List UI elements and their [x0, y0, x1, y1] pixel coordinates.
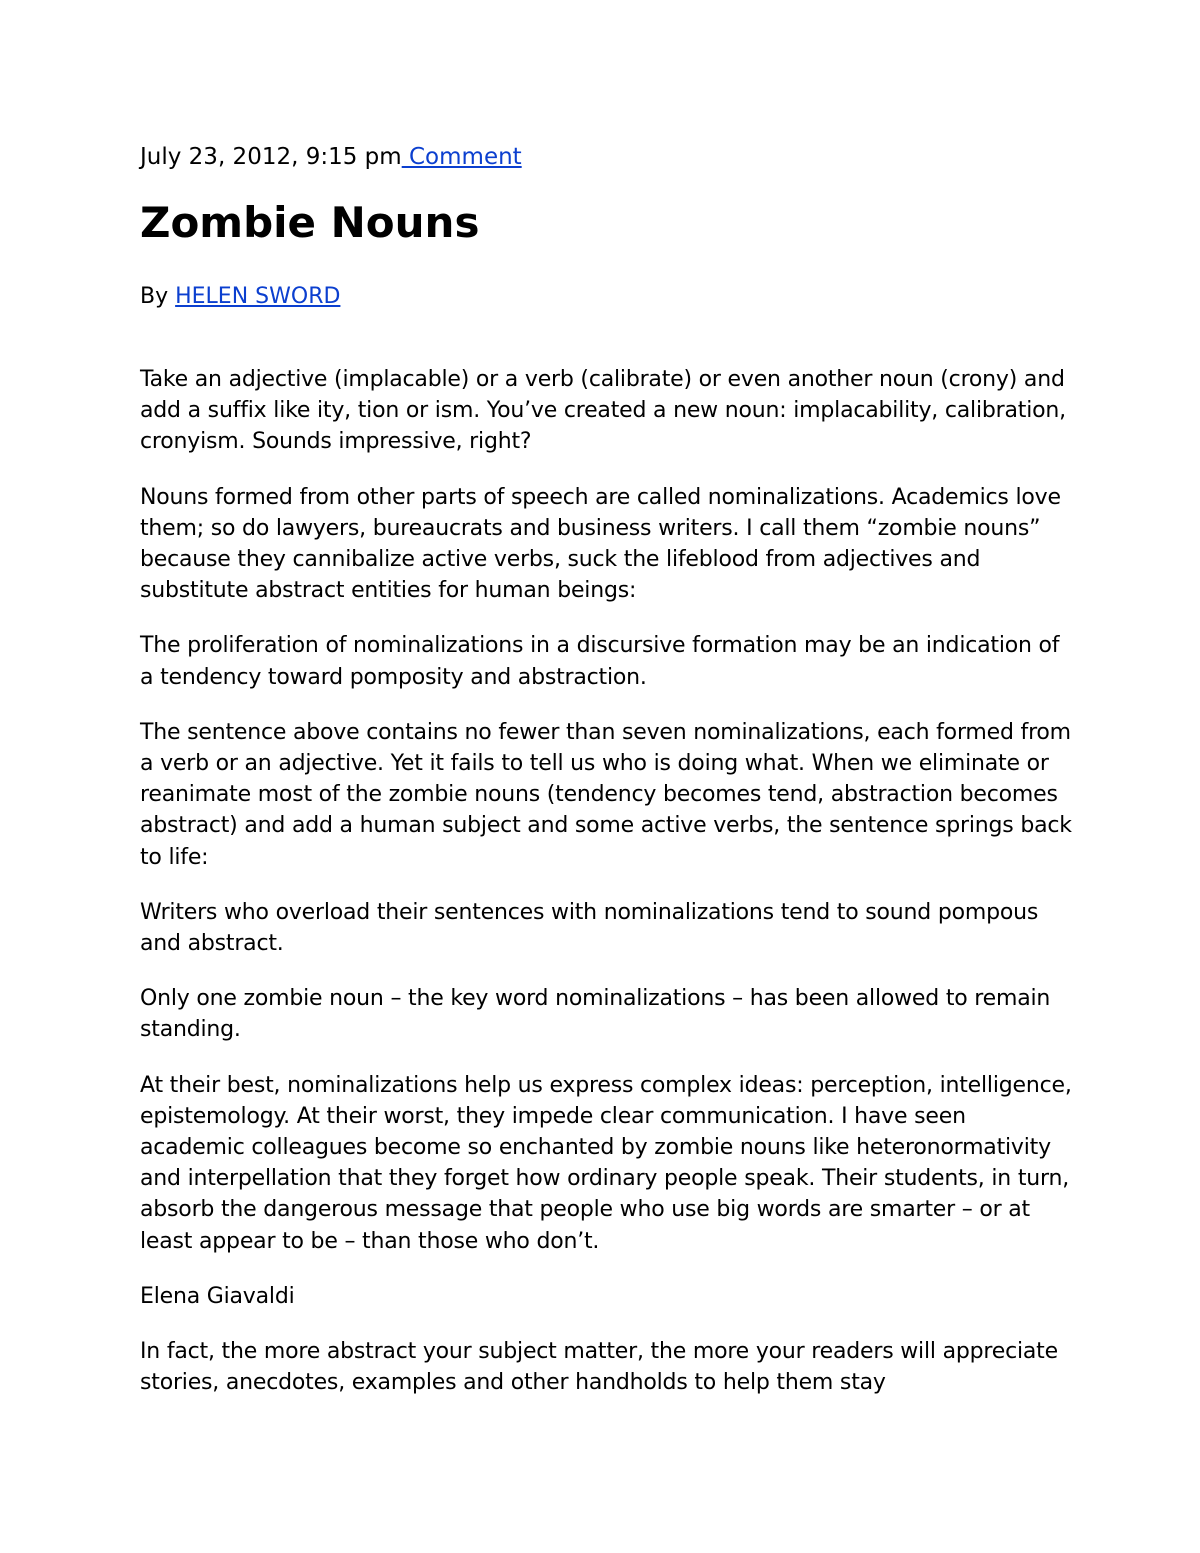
- article-meta: [140, 138, 1075, 176]
- article-title: Zombie Nouns: [140, 198, 480, 247]
- article-body: [140, 364, 1075, 1398]
- paragraph: The sentence above contains no fewer than seven nominalizations, each formed from a verb or an adjective. Yet it fails to tell us who is doing what. When we eliminate or reanimate most of the zombie nouns (tendency becomes tend, abstraction becomes abstract) and add a human subject and some active verbs, the sentence springs back to life:: [140, 719, 1072, 870]
- paragraph: Writers who overload their sentences with nominalizations tend to sound pompous and abstract.: [140, 899, 1039, 957]
- article: [140, 138, 1075, 1422]
- comment-link[interactable]: Comment: [401, 144, 522, 170]
- paragraph: Take an adjective (implacable) or a verb (calibrate) or even another noun (crony) and add a suffix like ity, tion or ism. You’ve created a new noun: implacability, calibration, cronyism. Sounds impressive, right?: [140, 367, 1066, 455]
- paragraph: Nouns formed from other parts of speech are called nominalizations. Academics love them; so do lawyers, bureaucrats and business writers. I call them “zombie nouns” because they cannibalize active verbs, suck the lifeblood from adjectives and substitute abstract entities for human beings:: [140, 484, 1061, 604]
- paragraph: The proliferation of nominalizations in a discursive formation may be an indication of a tendency toward pomposity and abstraction.: [140, 633, 1060, 690]
- paragraph: In fact, the more abstract your subject matter, the more your readers will appreciate stories, anecdotes, examples and other handholds to help them stay: [140, 1339, 1058, 1396]
- paragraph-attribution: Elena Giavaldi: [140, 1283, 295, 1309]
- paragraph: Only one zombie noun – the key word nominalizations – has been allowed to remain standing.: [140, 986, 1051, 1043]
- paragraph: At their best, nominalizations help us express complex ideas: perception, intelligence, epistemology. At their worst, they impede clear communication. I have seen academic colleagues become so enchanted by zombie nouns like heteronormativity and interpellation that they forget how ordinary people speak. Their students, in turn, absorb the dangerous message that people who use big words are smarter – or at least appear to be – than those who don’t.: [140, 1072, 1072, 1254]
- byline: [140, 282, 1075, 312]
- byline-prefix: By: [140, 284, 176, 309]
- author-link[interactable]: HELEN SWORD: [175, 284, 341, 309]
- post-date: July 23, 2012, 9:15 pm: [140, 144, 402, 170]
